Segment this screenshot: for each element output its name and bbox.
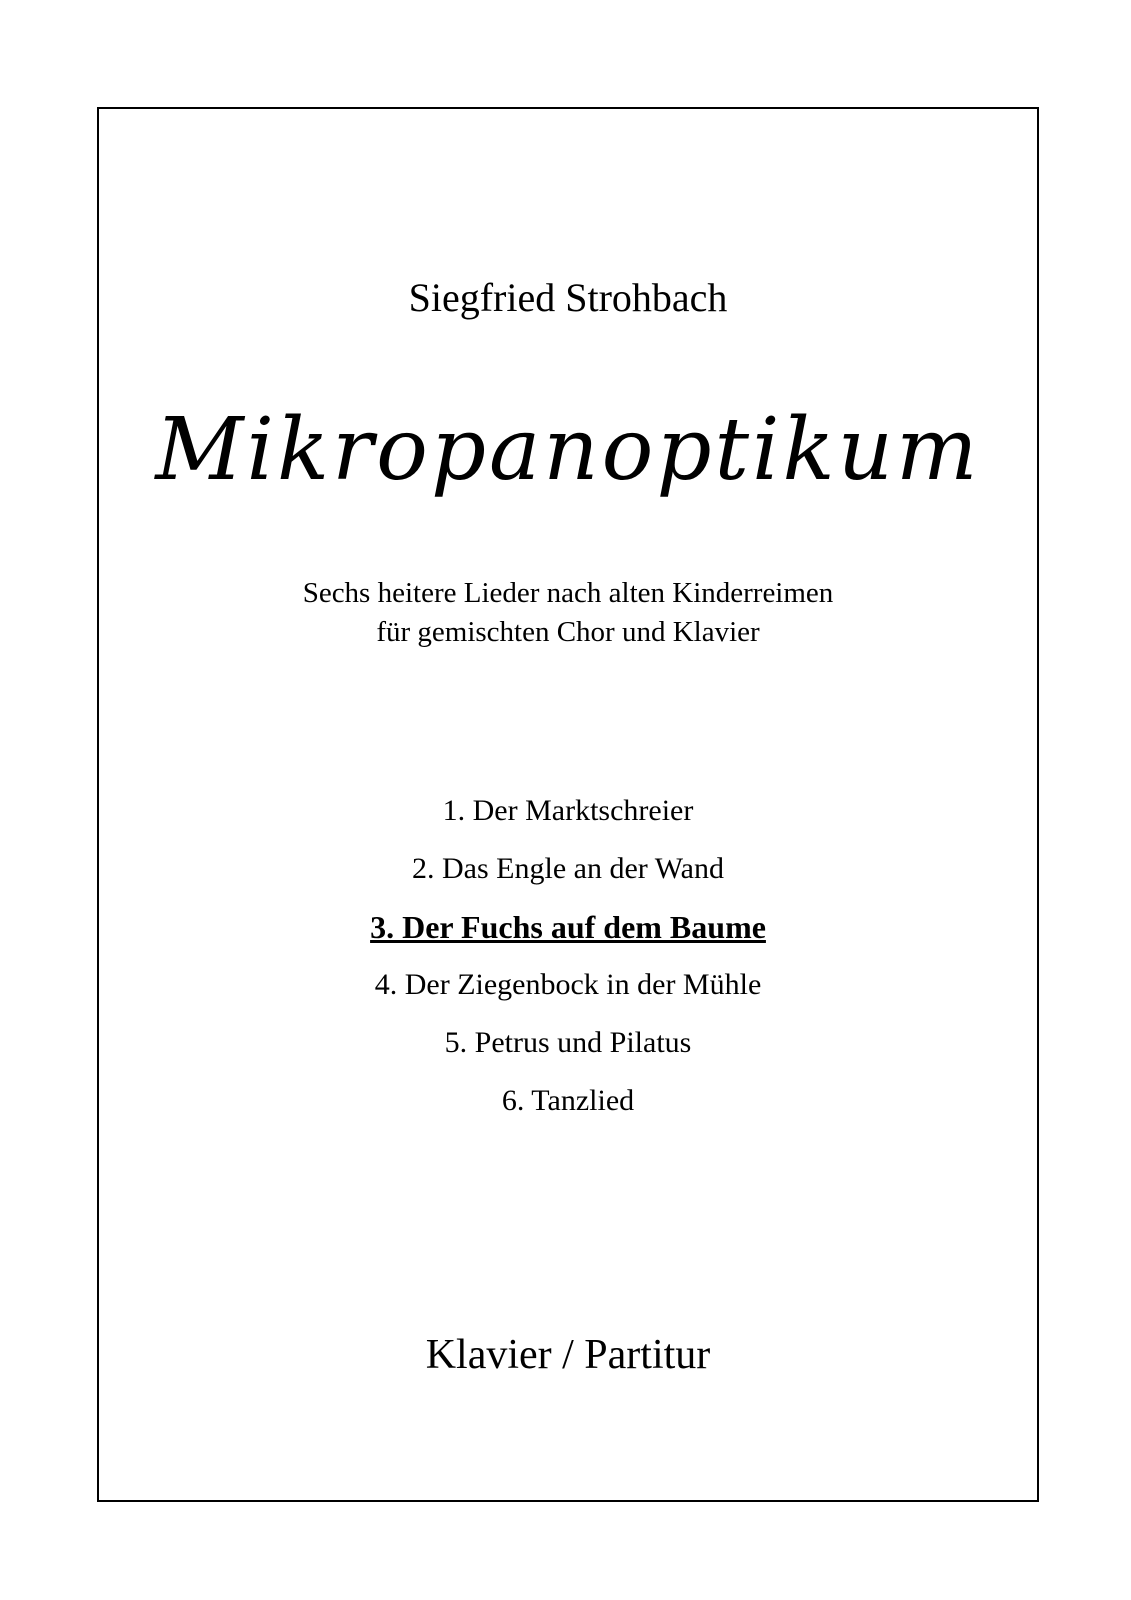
song-item: 5. Petrus und Pilatus bbox=[444, 1026, 692, 1059]
work-title: Mikropanoptikum bbox=[155, 400, 981, 500]
song-item-current: 3. Der Fuchs auf dem Baume bbox=[370, 909, 766, 945]
song-list bbox=[97, 791, 1039, 1139]
song-item: 2. Das Engle an der Wand bbox=[412, 852, 724, 885]
song-item: 1. Der Marktschreier bbox=[442, 794, 694, 827]
composer-name: Siegfried Strohbach bbox=[408, 275, 728, 320]
work-subtitle bbox=[97, 574, 1039, 652]
song-item: 6. Tanzlied bbox=[501, 1084, 635, 1117]
song-item: 4. Der Ziegenbock in der Mühle bbox=[374, 968, 762, 1001]
subtitle-line-1: Sechs heitere Lieder nach alten Kinderreimen bbox=[302, 577, 834, 609]
subtitle-line-2: für gemischten Chor und Klavier bbox=[376, 616, 760, 648]
edition-label: Klavier / Partitur bbox=[425, 1332, 711, 1378]
